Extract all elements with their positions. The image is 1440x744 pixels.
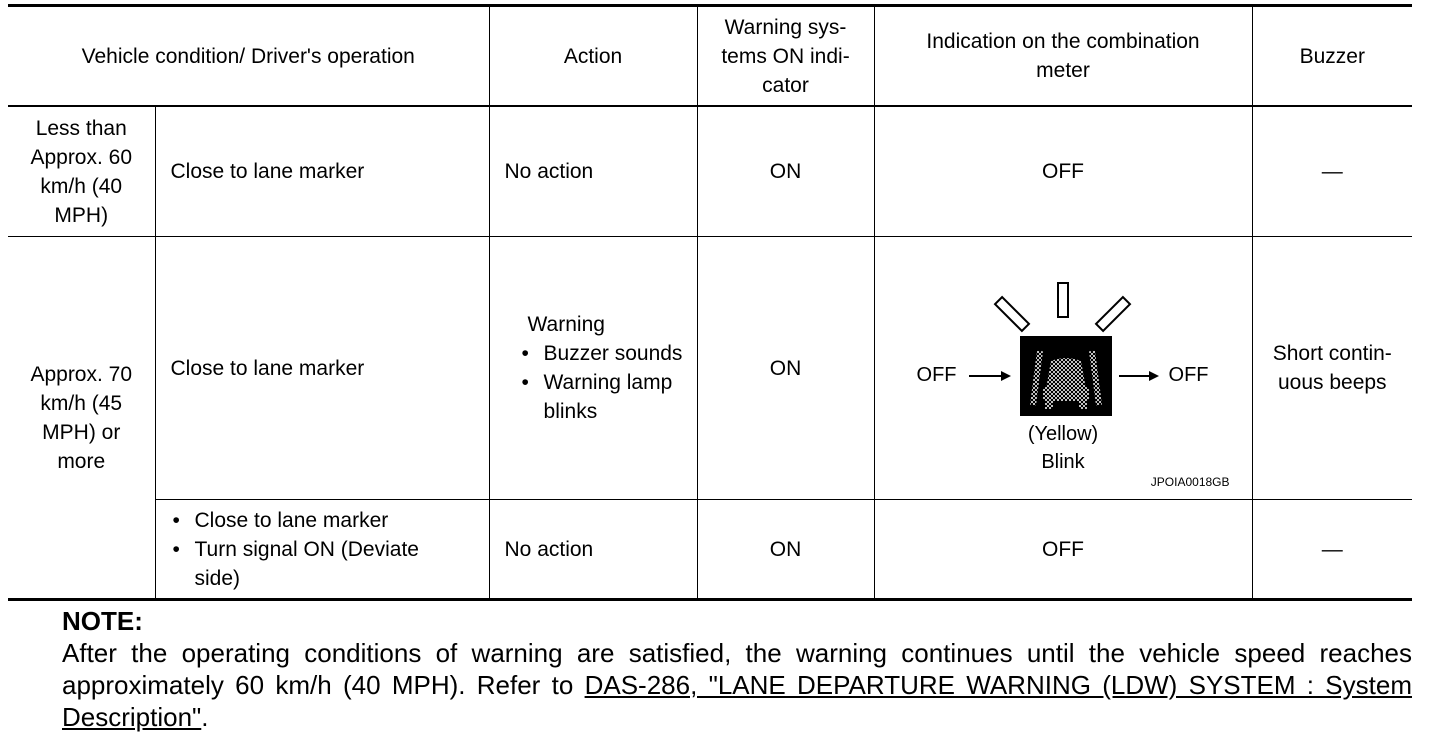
header-buzzer: Buzzer bbox=[1252, 6, 1412, 107]
note-block bbox=[62, 605, 1412, 733]
buzzer-cell: — bbox=[1252, 500, 1412, 600]
header-indicator-line: tems ON indi- bbox=[721, 44, 850, 68]
header-meter bbox=[874, 6, 1252, 107]
header-action: Action bbox=[489, 6, 697, 107]
action-cell: No action bbox=[489, 106, 697, 237]
meter-figure bbox=[875, 237, 1252, 499]
speed-line: MPH) bbox=[54, 203, 109, 227]
meter-caption-state: Blink bbox=[1041, 451, 1085, 473]
list-item: • Close to lane marker bbox=[171, 506, 481, 535]
speed-line: MPH) or bbox=[42, 420, 121, 444]
ldw-operation-table-wrapper bbox=[8, 4, 1412, 601]
note-body: After the operating conditions of warning are satisfied, the warning continues until the vehicle speed reaches approximately 60 km/h (40 MPH). Refer to bbox=[62, 638, 1412, 700]
indicator-cell: ON bbox=[697, 237, 874, 500]
speed-line: km/h (40 bbox=[40, 174, 123, 198]
buzzer-line: Short contin- bbox=[1272, 342, 1392, 365]
header-condition: Vehicle condition/ Driver's operation bbox=[8, 6, 489, 107]
action-cell bbox=[489, 237, 697, 500]
operation-cell: Close to lane marker bbox=[155, 237, 489, 500]
note-title: NOTE: bbox=[62, 606, 143, 636]
speed-line: Approx. 60 bbox=[30, 145, 133, 169]
speed-line: km/h (45 bbox=[40, 391, 123, 415]
table-header-row bbox=[8, 6, 1412, 107]
operation-cell bbox=[155, 500, 489, 600]
speed-line: Less than bbox=[35, 116, 127, 140]
ldw-operation-table bbox=[8, 4, 1412, 601]
header-indicator bbox=[697, 6, 874, 107]
header-indicator-line: Warning sys- bbox=[724, 15, 847, 39]
meter-off-before: OFF bbox=[916, 364, 957, 386]
figure-code: JPOIA0018GB bbox=[1150, 475, 1230, 489]
header-meter-line: meter bbox=[1036, 59, 1090, 82]
meter-off-after: OFF bbox=[1168, 364, 1209, 386]
table-row bbox=[8, 500, 1412, 600]
action-tail: blinks bbox=[543, 400, 598, 423]
indicator-cell: ON bbox=[697, 500, 874, 600]
action-list bbox=[520, 339, 689, 397]
speed-cell bbox=[8, 237, 155, 600]
meter-cell: OFF bbox=[874, 106, 1252, 237]
meter-figure-cell bbox=[874, 237, 1252, 500]
table-row bbox=[8, 106, 1412, 237]
note-reference-link[interactable]: DAS-286, "LANE DEPARTURE WARNING (LDW) SYSTEM : System Description" bbox=[62, 670, 1412, 732]
speed-cell bbox=[8, 106, 155, 237]
list-item: • Buzzer sounds bbox=[520, 339, 689, 368]
list-item: • Warning lamp bbox=[520, 368, 689, 397]
header-meter-line: Indication on the combination bbox=[926, 30, 1200, 53]
header-indicator-line: cator bbox=[762, 73, 809, 97]
table-row bbox=[8, 237, 1412, 500]
speed-line: more bbox=[57, 449, 106, 473]
operation-cell: Close to lane marker bbox=[155, 106, 489, 237]
meter-caption-color: (Yellow) bbox=[1027, 423, 1099, 445]
note-text bbox=[62, 637, 1412, 733]
operation-list bbox=[171, 506, 481, 564]
buzzer-line: uous beeps bbox=[1277, 371, 1387, 394]
note-end: . bbox=[201, 702, 209, 732]
list-item: • Turn signal ON (Deviate bbox=[171, 535, 481, 564]
buzzer-cell bbox=[1252, 237, 1412, 500]
meter-cell: OFF bbox=[874, 500, 1252, 600]
action-head: Warning bbox=[527, 313, 605, 336]
action-cell: No action bbox=[489, 500, 697, 600]
buzzer-cell: — bbox=[1252, 106, 1412, 237]
indicator-cell: ON bbox=[697, 106, 874, 237]
speed-line: Approx. 70 bbox=[30, 362, 133, 386]
operation-tail: side) bbox=[194, 566, 241, 590]
